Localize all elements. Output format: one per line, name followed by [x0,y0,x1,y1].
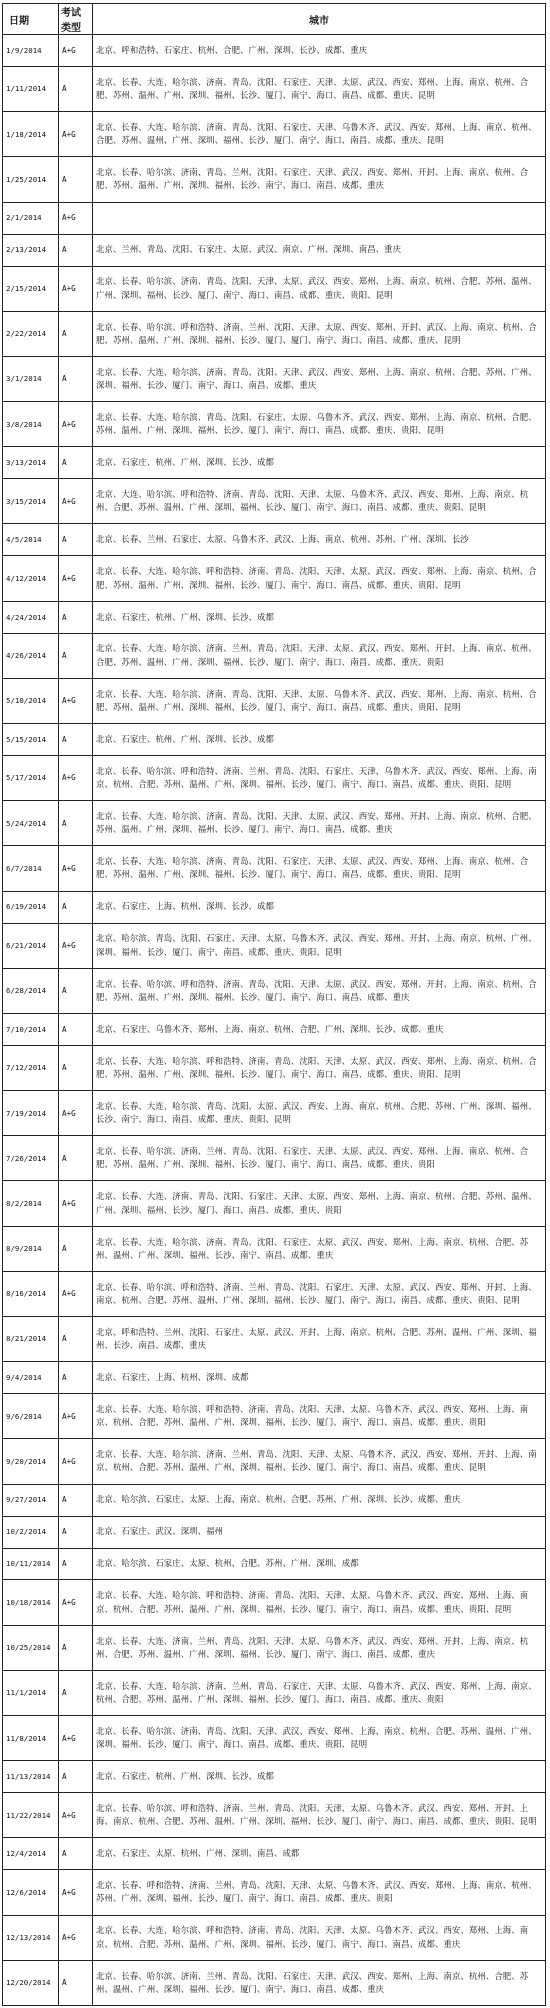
header-row [3,4,546,35]
row-date: 2/15/2014 [3,266,59,311]
row-date: 12/13/2014 [3,1915,59,1960]
row-exam-type: A+G [59,266,93,311]
row-date: 6/21/2014 [3,923,59,968]
row-exam-type: A [59,1548,93,1580]
row-date: 8/2/2014 [3,1181,59,1226]
row-exam-type: A+G [59,1181,93,1226]
row-cities: 北京、长春、兰州、石家庄、太原、乌鲁木齐、武汉、上海、南京、杭州、苏州、广州、深圳、长沙 [93,524,546,556]
row-cities: 北京、长春、哈尔滨、济南、兰州、青岛、沈阳、石家庄、天津、武汉、西安、郑州、上海、南京、杭州、合肥、苏州、温州、广州、深圳、福州、长沙、厦门、南宁、海口、南昌、成都、重庆 [93,1960,546,2005]
row-cities: 北京、长春、大连、哈尔滨、济南、青岛、沈阳、石家庄、太原、武汉、西安、郑州、上海、南京、杭州、合肥、苏州、温州、广州、深圳、福州、长沙、南宁、南昌、成都、重庆 [93,1226,546,1271]
table-row [3,846,546,891]
row-exam-type: A [59,524,93,556]
row-date: 5/10/2014 [3,678,59,723]
table-row [3,1516,546,1548]
table-row [3,157,546,202]
row-exam-type: A [59,1838,93,1870]
row-exam-type: A+G [59,556,93,601]
row-cities: 北京、长春、大连、哈尔滨、呼和浩特、济南、青岛、沈阳、天津、太原、乌鲁木齐、武汉、西安、郑州、上海、南京、杭州、合肥、苏州、温州、广州、深圳、福州、长沙、厦门、南宁、海口、南昌、成都、重庆、贵阳、昆明 [93,1580,546,1625]
row-cities: 北京、呼和浩特、石家庄、杭州、合肥、广州、深圳、长沙、成都、重庆 [93,35,546,67]
table-row [3,1761,546,1793]
row-date: 3/15/2014 [3,479,59,524]
table-row [3,1362,546,1394]
row-exam-type: A [59,157,93,202]
row-exam-type: A+G [59,112,93,157]
table-row [3,1136,546,1181]
row-date: 1/25/2014 [3,157,59,202]
table-body [3,35,546,2006]
row-cities: 北京、长春、哈尔滨、济南、兰州、青岛、沈阳、石家庄、天津、太原、武汉、西安、郑州、上海、南京、杭州、合肥、苏州、温州、广州、深圳、福州、长沙、厦门、南宁、海口、南昌、成都、重庆、贵阳 [93,1136,546,1181]
row-exam-type: A+G [59,1870,93,1915]
row-cities: 北京、石家庄、杭州、广州、深圳、长沙、成都 [93,723,546,755]
table-row [3,35,546,67]
row-exam-type: A [59,447,93,479]
row-date: 12/20/2014 [3,1960,59,2005]
row-date: 7/19/2014 [3,1091,59,1136]
table-row [3,1316,546,1361]
row-date: 6/7/2014 [3,846,59,891]
row-cities: 北京、长春、哈尔滨、呼和浩特、济南、兰州、沈阳、天津、太原、西安、郑州、开封、武汉、上海、南京、杭州、合肥、苏州、温州、广州、深圳、福州、长沙、厦门、厦门、南宁、海口、南昌、成都、重庆、昆明 [93,311,546,356]
row-date: 7/10/2014 [3,1013,59,1045]
table-row [3,723,546,755]
row-date: 10/11/2014 [3,1548,59,1580]
row-date: 2/13/2014 [3,234,59,266]
row-cities: 北京、石家庄、武汉、深圳、福州 [93,1516,546,1548]
row-cities: 北京、长春、哈尔滨、济南、青岛、兰州、沈阳、石家庄、天津、武汉、西安、郑州、开封、上海、南京、杭州、合肥、苏州、温州、广州、深圳、福州、长沙、南宁、海口、南昌、成都、重庆 [93,157,546,202]
row-date: 8/9/2014 [3,1226,59,1271]
row-date: 6/28/2014 [3,968,59,1013]
row-exam-type: A [59,633,93,678]
table-row [3,1045,546,1090]
row-exam-type: A [59,1670,93,1715]
row-exam-type: A [59,1013,93,1045]
row-cities: 北京、长春、大连、济南、兰州、青岛、沈阳、天津、太原、乌鲁木齐、武汉、西安、郑州、开封、上海、南京、杭州、合肥、苏州、温州、广州、深圳、福州、长沙、厦门、南宁、海口、南昌、成都、重庆 [93,1625,546,1670]
table-row [3,556,546,601]
row-exam-type: A [59,723,93,755]
row-date: 9/27/2014 [3,1484,59,1516]
table-row [3,1181,546,1226]
row-date: 8/16/2014 [3,1271,59,1316]
row-date: 1/9/2014 [3,35,59,67]
table-row [3,1915,546,1960]
table-row [3,1484,546,1516]
row-exam-type: A [59,1761,93,1793]
table-row [3,479,546,524]
table-row [3,1670,546,1715]
row-cities: 北京、长春、大连、哈尔滨、青岛、沈阳、石家庄、太原、乌鲁木齐、武汉、西安、郑州、上海、南京、杭州、合肥、苏州、温州、广州、深圳、福州、长沙、厦门、南宁、海口、南昌、成都、重庆、贵阳、昆明 [93,402,546,447]
table-row [3,1625,546,1670]
row-exam-type: A [59,1625,93,1670]
row-cities: 北京、长春、大连、哈尔滨、呼和浩特、济南、青岛、沈阳、天津、太原、乌鲁木齐、武汉、西安、郑州、上海、南京、杭州、合肥、苏州、温州、广州、深圳、福州、长沙、厦门、南宁、海口、南昌、成都、重庆 [93,1915,546,1960]
table-row [3,968,546,1013]
row-date: 9/20/2014 [3,1439,59,1484]
table-row [3,1870,546,1915]
row-exam-type: A [59,234,93,266]
row-cities: 北京、长春、大连、哈尔滨、济南、青岛、沈阳、天津、太原、乌鲁木齐、武汉、西安、郑州、上海、南京、杭州、合肥、苏州、温州、广州、深圳、福州、长沙、厦门、南宁、海口、南昌、成都、重庆、贵阳、昆明 [93,678,546,723]
row-cities: 北京、长春、大连、哈尔滨、济南、青岛、沈阳、石家庄、天津、太原、武汉、西安、郑州、上海、南京、杭州、合肥、苏州、温州、广州、深圳、福州、长沙、厦门、南宁、海口、南昌、成都、重庆、贵阳、昆明 [93,846,546,891]
table-row [3,402,546,447]
row-date: 10/2/2014 [3,1516,59,1548]
table-row [3,311,546,356]
table-row [3,923,546,968]
row-cities: 北京、长春、哈尔滨、呼和浩特、济南、兰州、青岛、沈阳、天津、太原、乌鲁木齐、武汉、西安、郑州、开封、上海、南京、杭州、合肥、苏州、温州、广州、深圳、福州、长沙、厦门、南宁、海口、南昌、成都、重庆、贵阳、昆明 [93,1793,546,1838]
row-exam-type: A [59,311,93,356]
header-cities: 城市 [93,4,546,35]
row-exam-type: A+G [59,755,93,800]
row-exam-type: A [59,1484,93,1516]
table-row [3,891,546,923]
row-date: 12/4/2014 [3,1838,59,1870]
row-cities: 北京、长春、大连、哈尔滨、济南、青岛、沈阳、天津、太原、武汉、西安、郑州、开封、上海、南京、杭州、合肥、苏州、温州、广州、深圳、福州、长沙、厦门、南宁、海口、南昌、成都、重庆 [93,801,546,846]
table-row [3,1271,546,1316]
row-cities: 北京、长春、大连、哈尔滨、呼和浩特、济南、青岛、沈阳、天津、太原、乌鲁木齐、武汉、西安、郑州、上海、南京、杭州、合肥、苏州、温州、广州、深圳、福州、长沙、厦门、南宁、海口、南昌、成都、重庆、贵阳 [93,1394,546,1439]
table-row [3,755,546,800]
row-cities: 北京、石家庄、乌鲁木齐、郑州、上海、南京、杭州、合肥、广州、深圳、长沙、成都、重庆 [93,1013,546,1045]
table-row [3,1013,546,1045]
row-date: 11/8/2014 [3,1716,59,1761]
row-exam-type: A+G [59,846,93,891]
row-cities: 北京、长春、哈尔滨、呼和浩特、济南、兰州、青岛、沈阳、石家庄、天津、太原、武汉、西安、郑州、开封、上海、南京、杭州、合肥、苏州、温州、广州、深圳、福州、长沙、厦门、南宁、海口、南昌、成都、重庆、贵阳、昆明 [93,1271,546,1316]
table-row [3,1439,546,1484]
row-date: 2/22/2014 [3,311,59,356]
header-date: 日期 [3,4,59,35]
row-exam-type: A [59,801,93,846]
table-row [3,447,546,479]
row-exam-type: A+G [59,1580,93,1625]
table-row [3,1226,546,1271]
row-exam-type: A+G [59,678,93,723]
row-exam-type: A [59,891,93,923]
row-cities: 北京、石家庄、上海、杭州、深圳、成都 [93,1362,546,1394]
row-cities: 北京、石家庄、杭州、广州、深圳、长沙、成都 [93,601,546,633]
row-cities: 北京、长春、大连、哈尔滨、济南、兰州、青岛、沈阳、天津、太原、乌鲁木齐、武汉、西安、郑州、开封、上海、南京、杭州、合肥、苏州、温州、广州、深圳、福州、长沙、厦门、南宁、海口、南昌、成都、重庆、昆明 [93,1439,546,1484]
table-row [3,1091,546,1136]
row-cities: 北京、长春、大连、哈尔滨、呼和浩特、济南、青岛、沈阳、天津、太原、武汉、西安、郑州、上海、南京、杭州、合肥、苏州、温州、广州、深圳、福州、长沙、厦门、南宁、海口、南昌、成都、重庆、贵阳、昆明 [93,1045,546,1090]
exam-schedule-table [2,3,546,2006]
row-exam-type: A [59,1516,93,1548]
row-exam-type: A [59,1960,93,2005]
row-cities: 北京、长春、大连、哈尔滨、济南、青岛、沈阳、天津、武汉、西安、郑州、上海、南京、杭州、合肥、苏州、广州、深圳、福州、长沙、厦门、南宁、海口、南昌、成都、重庆 [93,356,546,401]
row-cities: 北京、长春、大连、哈尔滨、青岛、沈阳、太原、武汉、西安、上海、南京、杭州、合肥、苏州、广州、深圳、福州、长沙、南宁、海口、南昌、成都、重庆、贵阳、昆明 [93,1091,546,1136]
table-row [3,1580,546,1625]
row-cities: 北京、大连、哈尔滨、呼和浩特、济南、青岛、沈阳、天津、太原、乌鲁木齐、武汉、西安、郑州、上海、南京、杭州、合肥、苏州、温州、广州、深圳、福州、长沙、厦门、南宁、海口、南昌、成都、重庆、贵阳、昆明 [93,479,546,524]
row-date: 1/11/2014 [3,66,59,111]
row-exam-type: A [59,66,93,111]
table-row [3,266,546,311]
row-cities: 北京、兰州、青岛、沈阳、石家庄、太原、武汉、南京、广州、深圳、南昌、重庆 [93,234,546,266]
row-cities: 北京、长春、大连、哈尔滨、济南、青岛、沈阳、石家庄、天津、太原、武汉、西安、郑州、上海、南京、杭州、合肥、苏州、温州、广州、深圳、福州、长沙、厦门、南宁、海口、南昌、成都、重庆、昆明 [93,66,546,111]
table-row [3,1548,546,1580]
row-exam-type: A+G [59,1394,93,1439]
row-cities: 北京、石家庄、上海、杭州、深圳、长沙、成都 [93,891,546,923]
row-date: 4/26/2014 [3,633,59,678]
row-date: 2/1/2014 [3,202,59,234]
row-exam-type: A [59,1362,93,1394]
row-date: 7/12/2014 [3,1045,59,1090]
row-exam-type: A+G [59,35,93,67]
row-cities: 北京、长春、大连、哈尔滨、济南、兰州、青岛、石家庄、天津、太原、乌鲁木齐、武汉、西安、郑州、上海、南京、杭州、合肥、苏州、温州、广州、深圳、福州、长沙、厦门、海口、南昌、成都、重庆、贵阳 [93,1670,546,1715]
table-row [3,1838,546,1870]
row-date: 9/6/2014 [3,1394,59,1439]
row-exam-type: A+G [59,923,93,968]
row-date: 11/13/2014 [3,1761,59,1793]
header-exam-type: 考试类型 [59,4,93,35]
row-date: 12/6/2014 [3,1870,59,1915]
table-row [3,1716,546,1761]
table-row [3,1960,546,2005]
row-date: 10/18/2014 [3,1580,59,1625]
table-row [3,601,546,633]
row-cities: 北京、石家庄、杭州、广州、深圳、长沙、成都 [93,1761,546,1793]
row-cities: 北京、长春、大连、哈尔滨、济南、兰州、青岛、沈阳、天津、太原、武汉、西安、郑州、开封、上海、南京、杭州、合肥、苏州、温州、广州、深圳、福州、长沙、厦门、南宁、海口、南昌、成都、重庆、贵阳 [93,633,546,678]
row-cities: 北京、长春、哈尔滨、济南、青岛、沈阳、天津、太原、武汉、西安、郑州、上海、南京、杭州、合肥、苏州、温州、广州、深圳、福州、长沙、厦门、南宁、海口、南昌、成都、重庆、贵阳、昆明 [93,266,546,311]
row-date: 5/24/2014 [3,801,59,846]
row-exam-type: A+G [59,1271,93,1316]
row-date: 11/22/2014 [3,1793,59,1838]
row-date: 10/25/2014 [3,1625,59,1670]
table-row [3,202,546,234]
row-date: 11/1/2014 [3,1670,59,1715]
table-row [3,112,546,157]
row-date: 4/24/2014 [3,601,59,633]
row-date: 4/12/2014 [3,556,59,601]
row-date: 5/17/2014 [3,755,59,800]
table-row [3,678,546,723]
table-row [3,633,546,678]
row-cities: 北京、长春、大连、哈尔滨、呼和浩特、济南、青岛、沈阳、天津、太原、武汉、西安、郑州、上海、南京、杭州、合肥、苏州、温州、广州、深圳、福州、长沙、厦门、南宁、海口、南昌、成都、重庆、贵阳、昆明 [93,556,546,601]
table-row [3,1793,546,1838]
row-cities: 北京、长春、哈尔滨、呼和浩特、济南、青岛、沈阳、天津、太原、武汉、西安、郑州、开封、上海、南京、杭州、合肥、苏州、温州、广州、深圳、福州、长沙、厦门、南宁、海口、南昌、成都、重庆 [93,968,546,1013]
row-exam-type: A [59,601,93,633]
row-date: 6/19/2014 [3,891,59,923]
row-exam-type: A+G [59,402,93,447]
row-date: 7/26/2014 [3,1136,59,1181]
row-date: 3/1/2014 [3,356,59,401]
table-row [3,356,546,401]
row-exam-type: A [59,1316,93,1361]
row-exam-type: A+G [59,1793,93,1838]
row-date: 9/4/2014 [3,1362,59,1394]
row-exam-type: A [59,1045,93,1090]
row-exam-type: A+G [59,1915,93,1960]
table-row [3,524,546,556]
row-cities: 北京、哈尔滨、石家庄、太原、杭州、合肥、苏州、广州、深圳、成都 [93,1548,546,1580]
row-exam-type: A+G [59,1091,93,1136]
row-cities: 北京、呼和浩特、兰州、沈阳、石家庄、太原、武汉、开封、上海、南京、杭州、合肥、苏州、温州、广州、深圳、福州、长沙、南昌、成都、重庆 [93,1316,546,1361]
row-cities: 北京、哈尔滨、青岛、沈阳、石家庄、天津、太原、乌鲁木齐、武汉、西安、郑州、开封、上海、南京、杭州、广州、深圳、福州、长沙、厦门、南宁、南昌、成都、重庆、贵阳、昆明 [93,923,546,968]
row-cities: 北京、长春、大连、哈尔滨、济南、青岛、沈阳、石家庄、天津、乌鲁木齐、武汉、西安、郑州、上海、南京、杭州、合肥、苏州、温州、广州、深圳、福州、长沙、厦门、南宁、海口、南昌、成都、重庆、昆明 [93,112,546,157]
row-date: 3/8/2014 [3,402,59,447]
row-date: 4/5/2014 [3,524,59,556]
table-row [3,801,546,846]
row-cities: 北京、长春、呼和浩特、济南、兰州、青岛、沈阳、天津、太原、乌鲁木齐、武汉、西安、郑州、上海、南京、杭州、苏州、广州、深圳、福州、长沙、厦门、南宁、海口、南昌、成都、重庆、贵阳 [93,1870,546,1915]
row-date: 8/21/2014 [3,1316,59,1361]
row-cities: 北京、长春、大连、济南、青岛、沈阳、石家庄、天津、太原、西安、郑州、上海、南京、杭州、合肥、苏州、温州、广州、深圳、福州、长沙、厦门、海口、南昌、成都、重庆、贵阳 [93,1181,546,1226]
row-exam-type: A [59,1136,93,1181]
row-cities: 北京、长春、哈尔滨、济南、青岛、沈阳、天津、武汉、西安、郑州、上海、南京、杭州、合肥、苏州、温州、广州、深圳、福州、长沙、厦门、南宁、海口、南昌、成都、重庆、贵阳、昆明 [93,1716,546,1761]
row-cities: 北京、石家庄、太原、杭州、广州、深圳、南昌、成都 [93,1838,546,1870]
row-exam-type: A+G [59,1439,93,1484]
row-cities: 北京、石家庄、杭州、广州、深圳、长沙、成都 [93,447,546,479]
row-cities: 北京、哈尔滨、石家庄、太原、上海、南京、杭州、合肥、苏州、广州、深圳、长沙、成都、重庆 [93,1484,546,1516]
row-cities [93,202,546,234]
row-exam-type: A [59,1226,93,1271]
row-date: 3/13/2014 [3,447,59,479]
row-exam-type: A+G [59,202,93,234]
table-row [3,1394,546,1439]
row-exam-type: A+G [59,479,93,524]
row-exam-type: A+G [59,1716,93,1761]
row-cities: 北京、长春、哈尔滨、呼和浩特、济南、兰州、青岛、沈阳、石家庄、天津、乌鲁木齐、武汉、西安、郑州、上海、南京、杭州、合肥、苏州、温州、广州、深圳、福州、长沙、厦门、南宁、海口、南昌、成都、重庆、贵阳、昆明 [93,755,546,800]
row-date: 5/15/2014 [3,723,59,755]
row-exam-type: A [59,356,93,401]
table-row [3,234,546,266]
row-exam-type: A [59,968,93,1013]
row-date: 1/18/2014 [3,112,59,157]
table-row [3,66,546,111]
